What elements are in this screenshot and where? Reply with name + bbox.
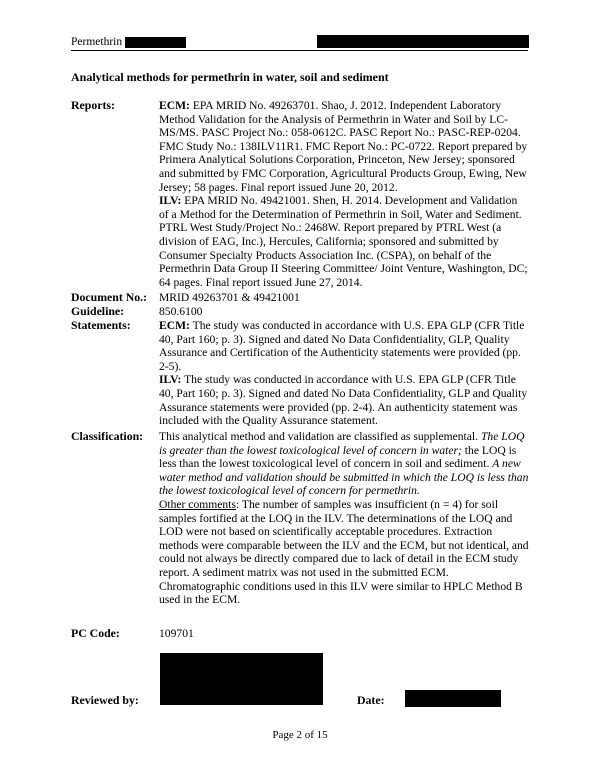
date-label: Date: xyxy=(357,693,385,707)
statements-ilv-text: The study was conducted in accordance with U.S. EPA GLP (CFR Title 40, Part 160; p. 3). Signed and dated No Data Confidentiality, GLP and Quality Assurance statements were provided (pp. 2-4). An authenticity statement was included with the Quality Assurance statement. xyxy=(159,373,528,428)
guideline-label: Guideline: xyxy=(71,304,125,318)
statements-value xyxy=(159,319,529,428)
reports-ilv-tag: ILV: xyxy=(159,194,182,208)
document-title: Analytical methods for permethrin in water, soil and sediment xyxy=(71,70,389,84)
classification-text-1: This analytical method and validation are classified as supplemental. xyxy=(159,430,479,443)
classification-other-comments xyxy=(159,498,529,607)
statements-ecm-tag: ECM: xyxy=(159,319,190,332)
classification-text-2: the LOQ is less than the lowest toxicological level of concern in soil and sediment. xyxy=(159,443,517,471)
reports-value xyxy=(159,99,529,289)
guideline-value: 850.6100 xyxy=(159,305,203,318)
header-redaction-right xyxy=(317,35,529,48)
reports-ecm xyxy=(159,99,529,194)
statements-label: Statements: xyxy=(71,318,131,332)
page-header xyxy=(71,35,528,50)
classification-summary xyxy=(159,430,529,498)
statements-ilv-tag: ILV: xyxy=(159,373,182,387)
page-number: Page 2 of 15 xyxy=(272,729,328,741)
reviewed-by-label: Reviewed by: xyxy=(71,693,139,707)
reviewer-redaction xyxy=(160,653,323,705)
document-no-row xyxy=(71,291,531,305)
reports-ecm-text: EPA MRID No. 49263701. Shao, J. 2012. Independent Laboratory Method Validation for the Analysis of Permethrin in Water and Soil by LC-MS/MS. PASC Project No.: 058-0612C. PASC Report No.: PASC-REP-0204. FMC Study No.: 138ILV11R1. FMC Report No.: PC-0722. Report prepared by Primera Analytical Solutions Corporation, Princeton, New Jersey; sponsored and submitted by FMC Corporation, Agricultural Products Group, Ewing, New Jersey; 58 pages. Final report issued June 20, 2012. xyxy=(159,99,528,194)
other-comments-text: : The number of samples was insufficient (n = 4) for soil samples fortified at the LOQ in the ILV. The determinations of the LOQ and LOD were not based on scientifically acceptable procedures. Extraction methods were comparable between the ILV and the ECM, but not identical, and could not always be directly compared due to lack of detail in the ECM study report. A sediment matrix was not used in the submitted ECM. Chromatographic conditions used in this ILV were similar to HPLC Method B used in the ECM. xyxy=(159,497,529,607)
classification-italic-1: The LOQ is greater than the lowest toxicological level of concern in water; xyxy=(159,430,525,457)
reports-ilv xyxy=(159,194,529,289)
document-no-label: Document No.: xyxy=(71,290,148,304)
date-redaction xyxy=(405,690,501,707)
reports-ilv-text: EPA MRID No. 49421001. Shen, H. 2014. Development and Validation of a Method for the Determination of Permethrin in Soil, Water and Sediment. PTRL West Study/Project No.: 2468W. Report prepared by PTRL West (a division of EAG, Inc.), Hercules, California; sponsored and submitted by Consumer Specialty Products Association Inc. (CSPA), on behalf of the Permethrin Data Group II Steering Committee/ Joint Venture, Washington, DC; 64 pages. Final report issued June 27, 2014. xyxy=(159,194,528,289)
statements-ilv xyxy=(159,373,529,427)
statements-ecm-text: The study was conducted in accordance with U.S. EPA GLP (CFR Title 40, Part 160; p. 3). Signed and dated No Data Confidentiality, GLP, Quality Assurance and Certification of the Authenticity statements were provided (pp. 2-5). xyxy=(159,319,525,373)
statements-row xyxy=(71,319,531,429)
reports-label: Reports: xyxy=(71,98,115,112)
header-rule xyxy=(71,50,528,51)
statements-ecm xyxy=(159,319,529,373)
classification-value xyxy=(159,430,529,607)
classification-row xyxy=(71,430,531,625)
pc-code-row xyxy=(71,627,531,641)
classification-label: Classification: xyxy=(71,429,144,443)
reports-row xyxy=(71,99,531,289)
other-comments-label: Other comments xyxy=(159,497,236,511)
header-title: Permethrin xyxy=(71,36,123,48)
pc-code-value: 109701 xyxy=(159,627,194,640)
guideline-row xyxy=(71,305,531,319)
reports-ecm-tag: ECM: xyxy=(159,99,190,112)
pc-code-label: PC Code: xyxy=(71,626,120,640)
document-no-value: MRID 49263701 & 49421001 xyxy=(159,291,300,304)
header-redaction-left xyxy=(125,37,186,48)
classification-italic-2: A new water method and validation should be submitted in which the LOQ is less than the lowest toxicological level of concern for permethrin. xyxy=(159,457,529,498)
